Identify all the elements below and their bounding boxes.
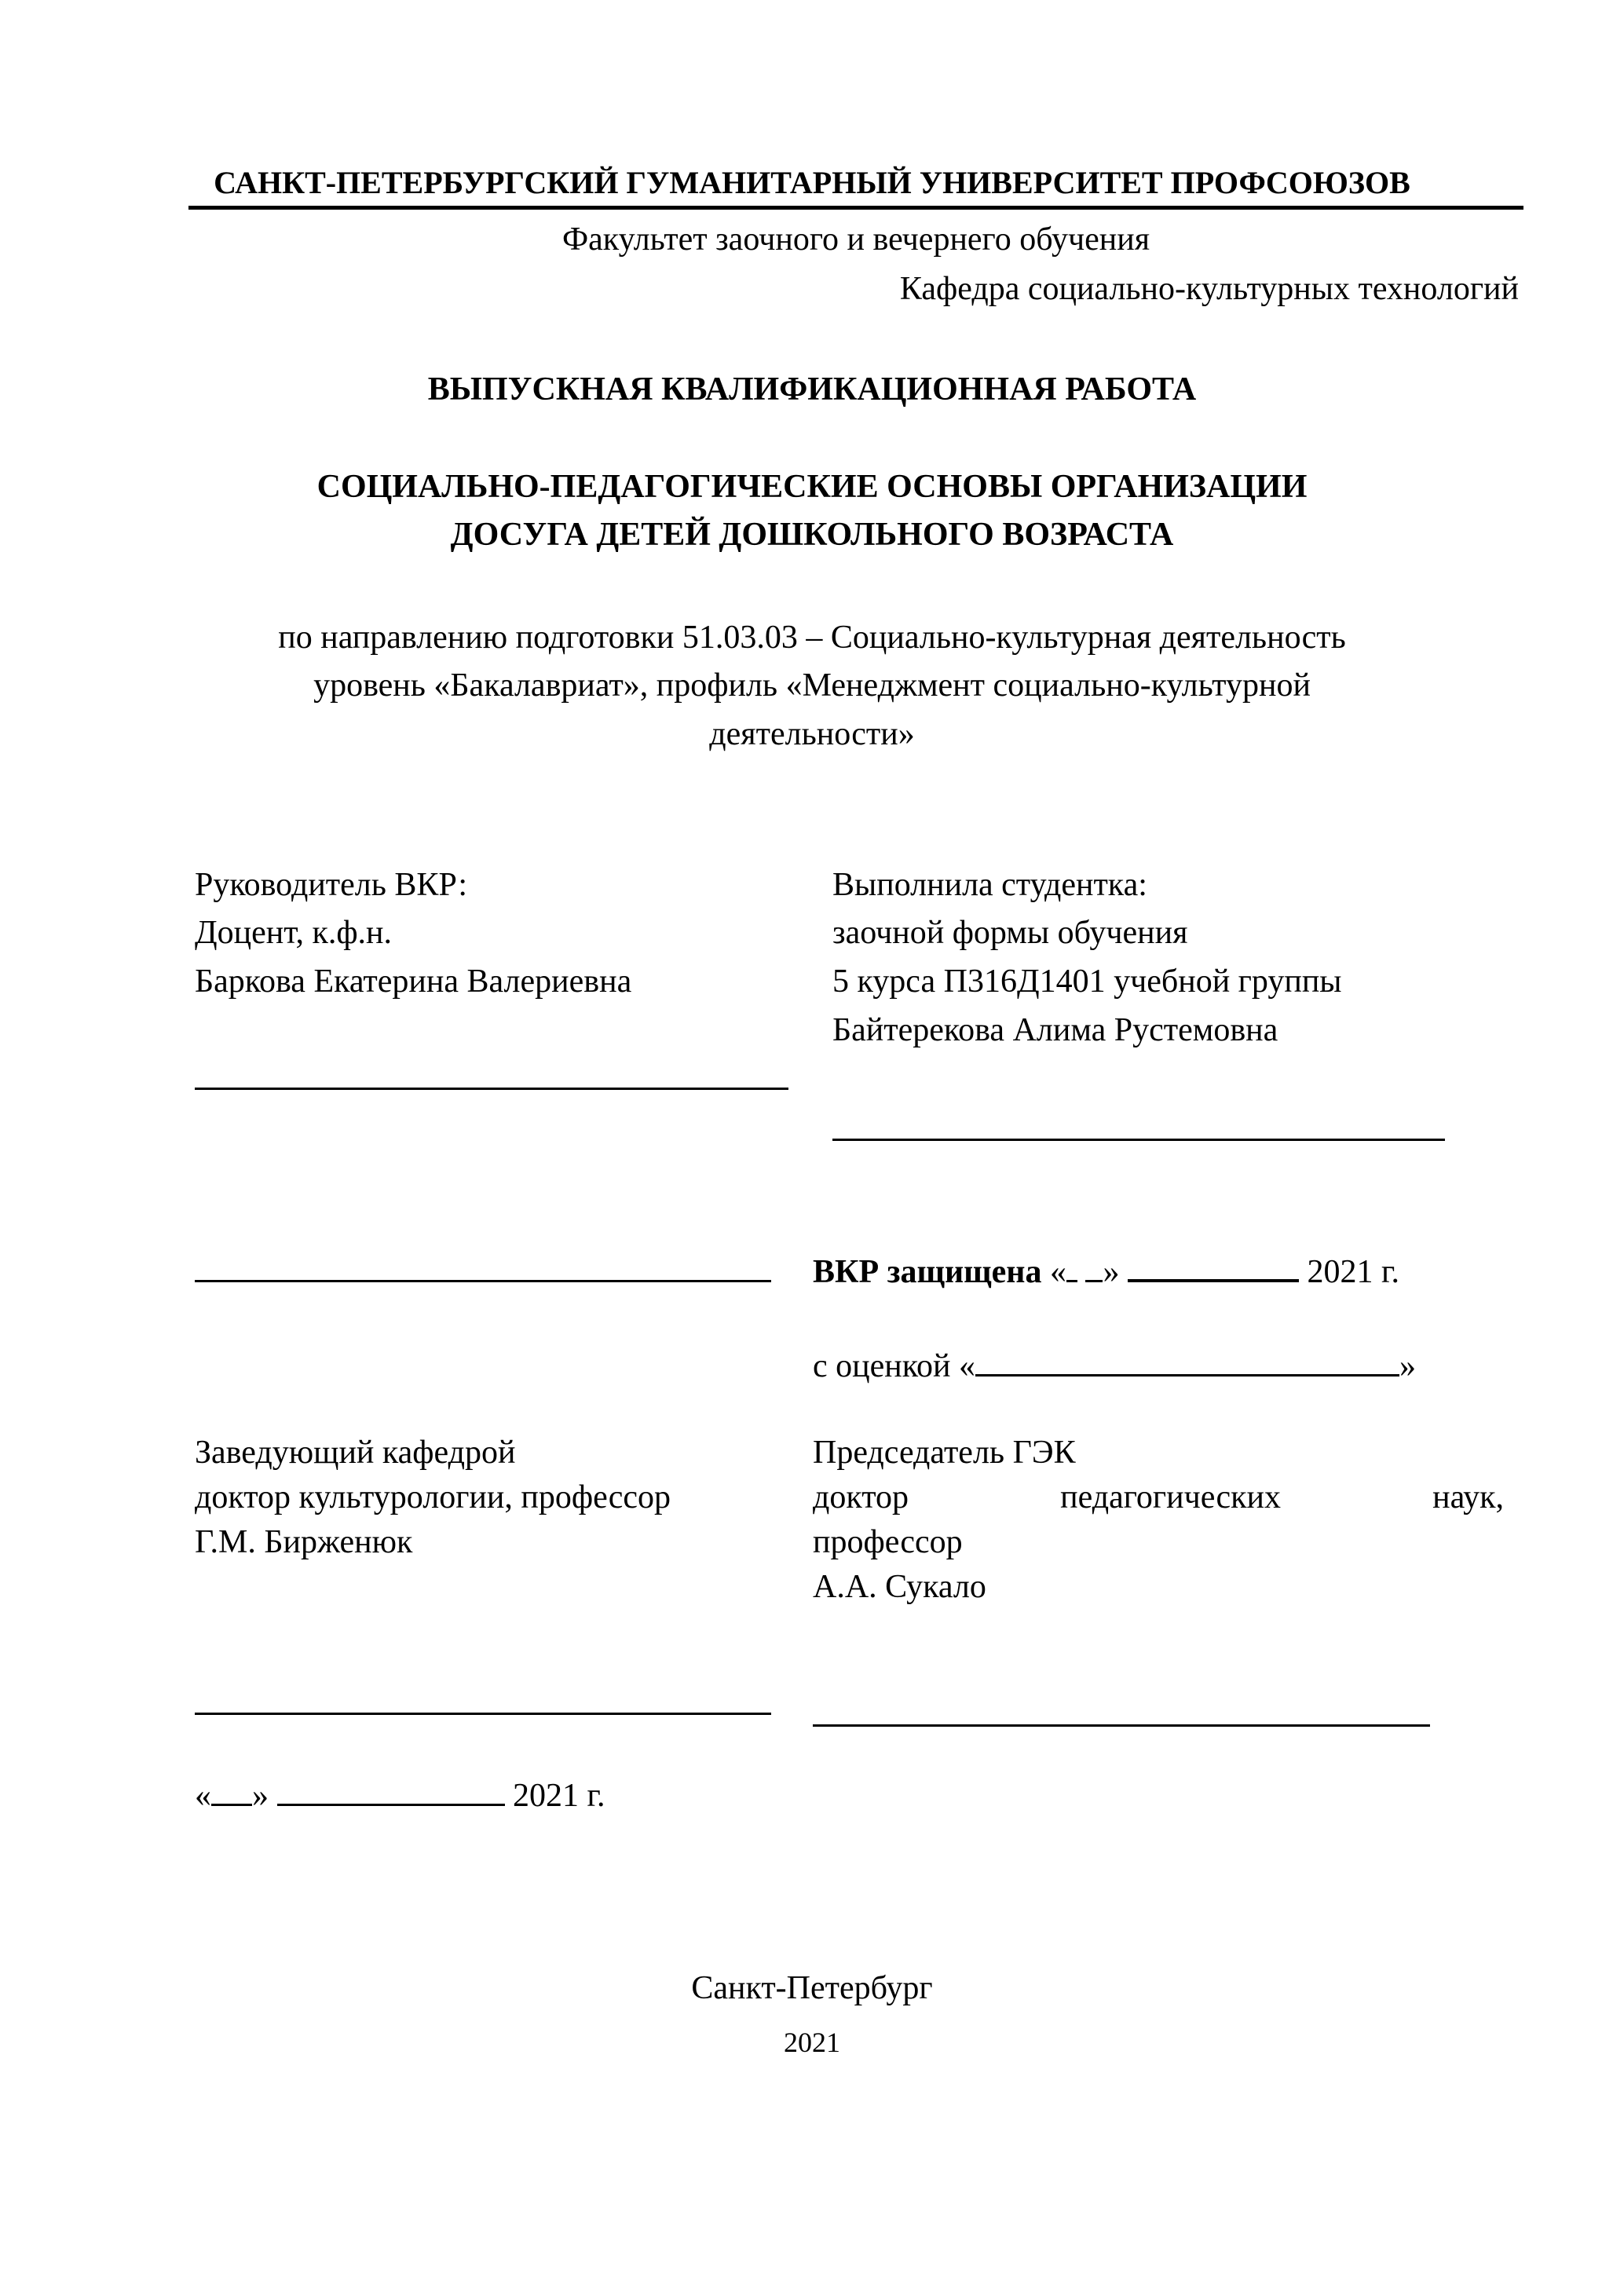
grade-statement (813, 1350, 1416, 1383)
chairman-title-line (813, 1481, 1504, 1514)
head-name: Г.М. Бирженюк (195, 1524, 413, 1560)
work-type-title: ВЫПУСКНАЯ КВАЛИФИКАЦИОННАЯ РАБОТА (427, 371, 1197, 408)
faculty-name: Факультет заочного и вечернего обучения (561, 221, 1150, 258)
grade-close-quote: » (1399, 1348, 1416, 1384)
chairman-signature-line (813, 1724, 1430, 1727)
defense-day-close-quote: » (1103, 1254, 1120, 1290)
defense-day-blank-1[interactable] (1066, 1279, 1077, 1282)
supervisor-label: Руководитель ВКР: (195, 867, 468, 903)
student-label: Выполнила студентка: (832, 867, 1147, 903)
date-year: 2021 г. (513, 1778, 605, 1814)
university-name: САНКТ-ПЕТЕРБУРГСКИЙ ГУМАНИТАРНЫЙ УНИВЕРСИТЕТ ПРОФСОЮЗОВ (214, 165, 1410, 200)
supervisor-title: Доцент, к.ф.н. (195, 915, 393, 951)
chairman-label: Председатель ГЭК (813, 1435, 1076, 1471)
supervisor-name: Баркова Екатерина Валериевна (195, 963, 632, 1000)
head-signature-line (195, 1713, 771, 1715)
program-line-2: уровень «Бакалавриат», профиль «Менеджмент социально-культурной (313, 667, 1311, 704)
grade-label: с оценкой « (813, 1348, 975, 1384)
program-line-3: деятельности» (709, 716, 915, 752)
date-day-blank[interactable] (211, 1803, 252, 1806)
chairman-name: А.А. Сукало (813, 1569, 986, 1605)
chairman-title-word-2: педагогических (1060, 1479, 1281, 1515)
student-name: Байтерекова Алима Рустемовна (832, 1012, 1278, 1048)
grade-blank[interactable] (975, 1373, 1399, 1377)
supervisor-signature-line (195, 1088, 788, 1090)
defense-label: ВКР защищена (813, 1254, 1042, 1290)
defense-left-signature-line (195, 1280, 771, 1282)
defense-day-blank-2[interactable] (1085, 1279, 1103, 1282)
department-name: Кафедра социально-культурных технологий (899, 271, 1519, 307)
date-open-quote: « (195, 1778, 211, 1814)
head-title: доктор культурологии, профессор (195, 1479, 671, 1515)
date-month-blank[interactable] (277, 1803, 505, 1806)
defense-year: 2021 г. (1307, 1254, 1399, 1290)
chairman-title-word-1: доктор (813, 1479, 909, 1515)
student-form: заочной формы обучения (832, 915, 1188, 951)
program-line-1: по направлению подготовки 51.03.03 – Социально-культурная деятельность (278, 620, 1346, 656)
footer-year: 2021 (784, 2027, 840, 2058)
student-group: 5 курса П316Д1401 учебной группы (832, 963, 1342, 1000)
approval-date (195, 1779, 605, 1812)
student-signature-line (832, 1139, 1445, 1141)
topic-line-2: ДОСУГА ДЕТЕЙ ДОШКОЛЬНОГО ВОЗРАСТА (450, 517, 1174, 553)
defense-month-blank[interactable] (1128, 1278, 1299, 1282)
topic-line-1: СОЦИАЛЬНО-ПЕДАГОГИЧЕСКИЕ ОСНОВЫ ОРГАНИЗАЦИИ (316, 469, 1308, 505)
head-label: Заведующий кафедрой (195, 1435, 516, 1471)
defense-statement (813, 1256, 1399, 1289)
chairman-title-line-2: профессор (813, 1524, 963, 1560)
chairman-title-word-3: наук, (1432, 1479, 1504, 1515)
date-close-quote: » (252, 1778, 269, 1814)
city: Санкт-Петербург (691, 1970, 933, 2006)
header-rule (188, 206, 1523, 210)
defense-day-open-quote: « (1049, 1254, 1066, 1290)
